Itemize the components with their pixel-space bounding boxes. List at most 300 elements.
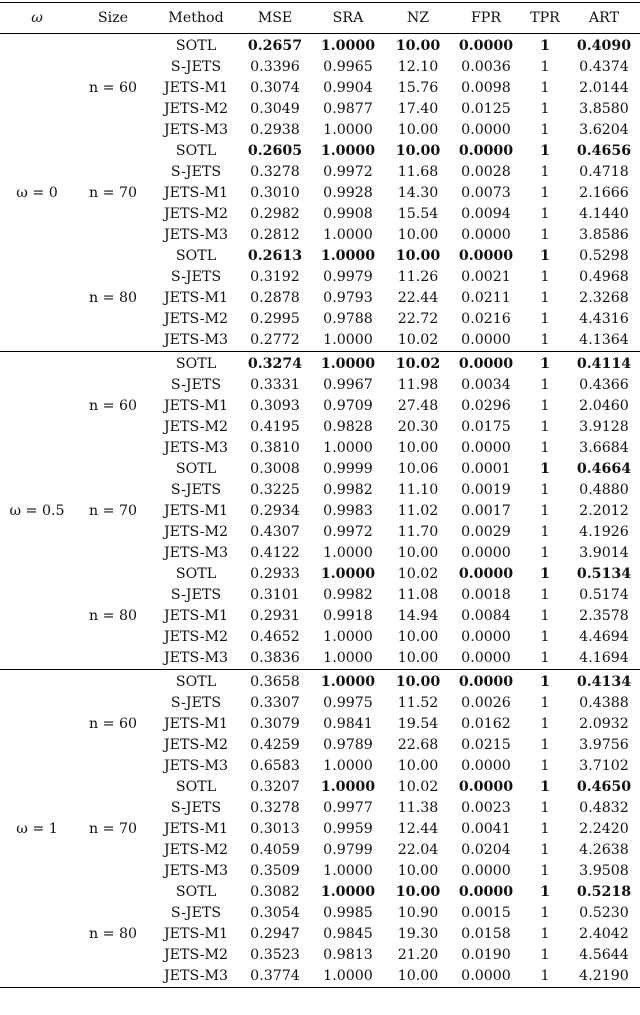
sra-cell: 0.9972 xyxy=(323,524,373,540)
art-cell: 0.4650 xyxy=(576,779,632,795)
sra-cell: 1.0000 xyxy=(320,884,376,900)
header-method: Method xyxy=(168,10,224,26)
sra-cell: 0.9972 xyxy=(323,164,373,180)
art-cell: 0.4114 xyxy=(576,356,632,372)
tpr-cell: 1 xyxy=(540,101,550,117)
art-cell: 0.4832 xyxy=(579,800,629,816)
nz-cell: 12.10 xyxy=(397,59,439,75)
tpr-cell: 1 xyxy=(540,482,550,498)
art-cell: 2.2420 xyxy=(579,821,629,837)
method-cell: JETS-M2 xyxy=(163,419,229,435)
sra-cell: 1.0000 xyxy=(323,332,373,348)
mse-cell: 0.2812 xyxy=(250,227,300,243)
sra-cell: 0.9877 xyxy=(323,101,373,117)
art-cell: 3.6204 xyxy=(579,122,629,138)
fpr-cell: 0.0000 xyxy=(458,248,514,264)
mse-cell: 0.2934 xyxy=(250,503,300,519)
fpr-cell: 0.0000 xyxy=(461,227,511,243)
tpr-cell: 1 xyxy=(540,185,550,201)
mse-cell: 0.3054 xyxy=(250,905,300,921)
art-cell: 0.4664 xyxy=(576,461,632,477)
tpr-cell: 1 xyxy=(540,884,550,900)
art-cell: 3.7102 xyxy=(579,758,629,774)
tpr-cell: 1 xyxy=(540,926,550,942)
header-fpr: FPR xyxy=(470,10,502,26)
art-cell: 4.5644 xyxy=(579,947,629,963)
nz-cell: 15.54 xyxy=(397,206,439,222)
art-cell: 3.9508 xyxy=(579,863,629,879)
art-cell: 2.0460 xyxy=(579,398,629,414)
table-header xyxy=(0,3,640,34)
tpr-cell: 1 xyxy=(540,461,550,477)
header-sra: SRA xyxy=(332,10,364,26)
method-cell: JETS-M3 xyxy=(163,968,229,984)
fpr-cell: 0.0125 xyxy=(461,101,511,117)
art-cell: 2.3578 xyxy=(579,608,629,624)
tpr-cell: 1 xyxy=(540,248,550,264)
sra-cell: 0.9982 xyxy=(323,587,373,603)
omega-block xyxy=(0,352,640,670)
mse-cell: 0.3074 xyxy=(250,80,300,96)
art-cell: 2.1666 xyxy=(579,185,629,201)
tpr-cell: 1 xyxy=(540,758,550,774)
mse-cell: 0.3836 xyxy=(250,650,300,666)
fpr-cell: 0.0211 xyxy=(461,290,511,306)
tpr-cell: 1 xyxy=(540,674,550,690)
art-cell: 0.4374 xyxy=(579,59,629,75)
sra-cell: 0.9813 xyxy=(323,947,373,963)
nz-cell: 10.00 xyxy=(397,758,439,774)
tpr-cell: 1 xyxy=(540,905,550,921)
sra-cell: 1.0000 xyxy=(320,674,376,690)
nz-cell: 11.98 xyxy=(397,377,439,393)
fpr-cell: 0.0000 xyxy=(458,674,514,690)
fpr-cell: 0.0000 xyxy=(461,650,511,666)
table-row xyxy=(0,352,640,376)
nz-cell: 19.54 xyxy=(397,716,439,732)
fpr-cell: 0.0023 xyxy=(461,800,511,816)
sra-cell: 1.0000 xyxy=(323,440,373,456)
mse-cell: 0.3278 xyxy=(250,800,300,816)
fpr-cell: 0.0204 xyxy=(461,842,511,858)
table-row xyxy=(0,882,640,903)
nz-cell: 10.00 xyxy=(395,884,441,900)
nz-cell: 11.38 xyxy=(397,800,439,816)
method-cell: SOTL xyxy=(175,248,217,264)
fpr-cell: 0.0021 xyxy=(461,269,511,285)
mse-cell: 0.3225 xyxy=(250,482,300,498)
mse-cell: 0.4259 xyxy=(250,737,300,753)
mse-cell: 0.4195 xyxy=(250,419,300,435)
method-cell: S-JETS xyxy=(170,269,222,285)
art-cell: 4.1364 xyxy=(579,332,629,348)
method-cell: JETS-M3 xyxy=(163,758,229,774)
size-label: n = 70 xyxy=(88,185,138,201)
nz-cell: 10.00 xyxy=(395,143,441,159)
fpr-cell: 0.0162 xyxy=(461,716,511,732)
tpr-cell: 1 xyxy=(540,311,550,327)
tpr-cell: 1 xyxy=(540,356,550,372)
results-table xyxy=(0,2,640,988)
fpr-cell: 0.0000 xyxy=(458,884,514,900)
nz-cell: 11.70 xyxy=(397,524,439,540)
method-cell: S-JETS xyxy=(170,695,222,711)
nz-cell: 10.90 xyxy=(397,905,439,921)
mse-cell: 0.3079 xyxy=(250,716,300,732)
table-row xyxy=(0,459,640,480)
header-tpr: TPR xyxy=(530,10,560,26)
mse-cell: 0.3093 xyxy=(250,398,300,414)
tpr-cell: 1 xyxy=(540,38,550,54)
mse-cell: 0.3010 xyxy=(250,185,300,201)
method-cell: JETS-M3 xyxy=(163,863,229,879)
art-cell: 0.5174 xyxy=(579,587,629,603)
size-label: n = 80 xyxy=(88,926,138,942)
tpr-cell: 1 xyxy=(540,800,550,816)
table-row xyxy=(0,141,640,162)
method-cell: SOTL xyxy=(175,779,217,795)
nz-cell: 10.02 xyxy=(395,356,441,372)
fpr-cell: 0.0029 xyxy=(461,524,511,540)
mse-cell: 0.4122 xyxy=(250,545,300,561)
art-cell: 4.2190 xyxy=(579,968,629,984)
fpr-cell: 0.0026 xyxy=(461,695,511,711)
method-cell: JETS-M1 xyxy=(163,821,229,837)
fpr-cell: 0.0017 xyxy=(461,503,511,519)
tpr-cell: 1 xyxy=(540,377,550,393)
mse-cell: 0.4059 xyxy=(250,842,300,858)
fpr-cell: 0.0028 xyxy=(461,164,511,180)
nz-cell: 10.02 xyxy=(397,332,439,348)
method-cell: JETS-M3 xyxy=(163,545,229,561)
tpr-cell: 1 xyxy=(540,227,550,243)
sra-cell: 1.0000 xyxy=(323,122,373,138)
fpr-cell: 0.0000 xyxy=(461,122,511,138)
mse-cell: 0.3523 xyxy=(250,947,300,963)
tpr-cell: 1 xyxy=(540,59,550,75)
size-label: n = 80 xyxy=(88,290,138,306)
fpr-cell: 0.0073 xyxy=(461,185,511,201)
mse-cell: 0.3774 xyxy=(250,968,300,984)
method-cell: S-JETS xyxy=(170,482,222,498)
sra-cell: 1.0000 xyxy=(320,356,376,372)
art-cell: 0.4134 xyxy=(576,674,632,690)
fpr-cell: 0.0000 xyxy=(458,566,514,582)
art-cell: 0.4388 xyxy=(579,695,629,711)
sra-cell: 1.0000 xyxy=(323,629,373,645)
tpr-cell: 1 xyxy=(540,716,550,732)
fpr-cell: 0.0000 xyxy=(461,863,511,879)
art-cell: 2.0144 xyxy=(579,80,629,96)
table-row xyxy=(0,564,640,585)
fpr-cell: 0.0296 xyxy=(461,398,511,414)
mse-cell: 0.3307 xyxy=(250,695,300,711)
art-cell: 0.4880 xyxy=(579,482,629,498)
header-size: Size xyxy=(97,10,129,26)
method-cell: JETS-M2 xyxy=(163,524,229,540)
omega-label: ω = 0 xyxy=(16,185,58,201)
nz-cell: 10.00 xyxy=(395,248,441,264)
art-cell: 3.6684 xyxy=(579,440,629,456)
art-cell: 3.9756 xyxy=(579,737,629,753)
method-cell: SOTL xyxy=(175,884,217,900)
size-label: n = 70 xyxy=(88,821,138,837)
fpr-cell: 0.0034 xyxy=(461,377,511,393)
nz-cell: 10.00 xyxy=(397,122,439,138)
nz-cell: 27.48 xyxy=(397,398,439,414)
mse-cell: 0.2613 xyxy=(247,248,303,264)
mse-cell: 0.4307 xyxy=(250,524,300,540)
method-cell: S-JETS xyxy=(170,800,222,816)
size-label: n = 60 xyxy=(88,80,138,96)
tpr-cell: 1 xyxy=(540,122,550,138)
fpr-cell: 0.0000 xyxy=(461,332,511,348)
method-cell: JETS-M2 xyxy=(163,842,229,858)
sra-cell: 0.9983 xyxy=(323,503,373,519)
table-row xyxy=(0,34,640,58)
sra-cell: 1.0000 xyxy=(323,545,373,561)
mse-cell: 0.3658 xyxy=(250,674,300,690)
tpr-cell: 1 xyxy=(540,398,550,414)
fpr-cell: 0.0018 xyxy=(461,587,511,603)
tpr-cell: 1 xyxy=(540,695,550,711)
fpr-cell: 0.0000 xyxy=(461,629,511,645)
sra-cell: 0.9977 xyxy=(323,800,373,816)
tpr-cell: 1 xyxy=(540,332,550,348)
header-nz: NZ xyxy=(406,10,430,26)
nz-cell: 11.68 xyxy=(397,164,439,180)
sra-cell: 0.9904 xyxy=(323,80,373,96)
sra-cell: 1.0000 xyxy=(320,143,376,159)
fpr-cell: 0.0084 xyxy=(461,608,511,624)
nz-cell: 10.00 xyxy=(395,38,441,54)
method-cell: JETS-M3 xyxy=(163,650,229,666)
nz-cell: 14.30 xyxy=(397,185,439,201)
tpr-cell: 1 xyxy=(540,842,550,858)
method-cell: S-JETS xyxy=(170,164,222,180)
method-cell: SOTL xyxy=(175,143,217,159)
fpr-cell: 0.0094 xyxy=(461,206,511,222)
tpr-cell: 1 xyxy=(540,629,550,645)
method-cell: JETS-M2 xyxy=(163,629,229,645)
omega-block xyxy=(0,34,640,352)
fpr-cell: 0.0000 xyxy=(461,440,511,456)
fpr-cell: 0.0041 xyxy=(461,821,511,837)
nz-cell: 22.72 xyxy=(397,311,439,327)
tpr-cell: 1 xyxy=(540,269,550,285)
fpr-cell: 0.0216 xyxy=(461,311,511,327)
fpr-cell: 0.0000 xyxy=(461,758,511,774)
nz-cell: 22.68 xyxy=(397,737,439,753)
nz-cell: 14.94 xyxy=(397,608,439,624)
sra-cell: 0.9979 xyxy=(323,269,373,285)
sra-cell: 0.9999 xyxy=(323,461,373,477)
method-cell: JETS-M3 xyxy=(163,332,229,348)
method-cell: JETS-M3 xyxy=(163,122,229,138)
method-cell: SOTL xyxy=(175,38,217,54)
mse-cell: 0.3192 xyxy=(250,269,300,285)
tpr-cell: 1 xyxy=(540,650,550,666)
method-cell: JETS-M1 xyxy=(163,716,229,732)
mse-cell: 0.3278 xyxy=(250,164,300,180)
art-cell: 3.9014 xyxy=(579,545,629,561)
sra-cell: 0.9967 xyxy=(323,377,373,393)
mse-cell: 0.3101 xyxy=(250,587,300,603)
method-cell: JETS-M2 xyxy=(163,206,229,222)
nz-cell: 10.00 xyxy=(397,545,439,561)
sra-cell: 0.9975 xyxy=(323,695,373,711)
sra-cell: 0.9985 xyxy=(323,905,373,921)
sra-cell: 0.9982 xyxy=(323,482,373,498)
mse-cell: 0.3810 xyxy=(250,440,300,456)
fpr-cell: 0.0215 xyxy=(461,737,511,753)
art-cell: 4.1926 xyxy=(579,524,629,540)
method-cell: JETS-M2 xyxy=(163,947,229,963)
mse-cell: 0.3013 xyxy=(250,821,300,837)
method-cell: JETS-M1 xyxy=(163,185,229,201)
tpr-cell: 1 xyxy=(540,440,550,456)
mse-cell: 0.2995 xyxy=(250,311,300,327)
nz-cell: 19.30 xyxy=(397,926,439,942)
sra-cell: 0.9845 xyxy=(323,926,373,942)
fpr-cell: 0.0000 xyxy=(461,968,511,984)
nz-cell: 21.20 xyxy=(397,947,439,963)
sra-cell: 0.9799 xyxy=(323,842,373,858)
method-cell: JETS-M2 xyxy=(163,311,229,327)
sra-cell: 1.0000 xyxy=(323,863,373,879)
art-cell: 4.1694 xyxy=(579,650,629,666)
mse-cell: 0.3049 xyxy=(250,101,300,117)
size-label: n = 80 xyxy=(88,608,138,624)
sra-cell: 0.9788 xyxy=(323,311,373,327)
tpr-cell: 1 xyxy=(540,968,550,984)
tpr-cell: 1 xyxy=(540,587,550,603)
sra-cell: 0.9959 xyxy=(323,821,373,837)
method-cell: JETS-M3 xyxy=(163,440,229,456)
method-cell: JETS-M1 xyxy=(163,503,229,519)
mse-cell: 0.4652 xyxy=(250,629,300,645)
mse-cell: 0.3331 xyxy=(250,377,300,393)
method-cell: SOTL xyxy=(175,461,217,477)
method-cell: JETS-M2 xyxy=(163,101,229,117)
tpr-cell: 1 xyxy=(540,545,550,561)
art-cell: 3.8586 xyxy=(579,227,629,243)
omega-label: ω = 0.5 xyxy=(9,503,65,519)
art-cell: 3.8580 xyxy=(579,101,629,117)
mse-cell: 0.2947 xyxy=(250,926,300,942)
omega-label: ω = 1 xyxy=(16,821,58,837)
sra-cell: 0.9928 xyxy=(323,185,373,201)
art-cell: 2.0932 xyxy=(579,716,629,732)
nz-cell: 22.44 xyxy=(397,290,439,306)
mse-cell: 0.3207 xyxy=(250,779,300,795)
art-cell: 4.4316 xyxy=(579,311,629,327)
sra-cell: 1.0000 xyxy=(323,968,373,984)
fpr-cell: 0.0098 xyxy=(461,80,511,96)
art-cell: 4.4694 xyxy=(579,629,629,645)
size-label: n = 60 xyxy=(88,398,138,414)
sra-cell: 0.9828 xyxy=(323,419,373,435)
nz-cell: 11.52 xyxy=(397,695,439,711)
mse-cell: 0.3274 xyxy=(247,356,303,372)
art-cell: 3.9128 xyxy=(579,419,629,435)
fpr-cell: 0.0000 xyxy=(458,38,514,54)
method-cell: JETS-M1 xyxy=(163,608,229,624)
tpr-cell: 1 xyxy=(540,206,550,222)
mse-cell: 0.2657 xyxy=(247,38,303,54)
table-row xyxy=(0,670,640,694)
sra-cell: 1.0000 xyxy=(323,758,373,774)
art-cell: 0.5298 xyxy=(579,248,629,264)
sra-cell: 1.0000 xyxy=(320,38,376,54)
mse-cell: 0.2982 xyxy=(250,206,300,222)
nz-cell: 10.02 xyxy=(397,779,439,795)
nz-cell: 11.26 xyxy=(397,269,439,285)
tpr-cell: 1 xyxy=(540,290,550,306)
nz-cell: 17.40 xyxy=(397,101,439,117)
tpr-cell: 1 xyxy=(540,608,550,624)
tpr-cell: 1 xyxy=(540,821,550,837)
art-cell: 4.2638 xyxy=(579,842,629,858)
fpr-cell: 0.0001 xyxy=(461,461,511,477)
sra-cell: 1.0000 xyxy=(323,227,373,243)
table-row xyxy=(0,777,640,798)
nz-cell: 22.04 xyxy=(397,842,439,858)
method-cell: JETS-M1 xyxy=(163,80,229,96)
tpr-cell: 1 xyxy=(540,503,550,519)
tpr-cell: 1 xyxy=(540,80,550,96)
nz-cell: 12.44 xyxy=(397,821,439,837)
method-cell: SOTL xyxy=(175,674,217,690)
sra-cell: 0.9841 xyxy=(323,716,373,732)
art-cell: 0.4718 xyxy=(579,164,629,180)
header-mse: MSE xyxy=(257,10,293,26)
size-label: n = 60 xyxy=(88,716,138,732)
mse-cell: 0.2772 xyxy=(250,332,300,348)
sra-cell: 1.0000 xyxy=(323,650,373,666)
tpr-cell: 1 xyxy=(540,419,550,435)
sra-cell: 1.0000 xyxy=(320,248,376,264)
art-cell: 0.4968 xyxy=(579,269,629,285)
art-cell: 2.3268 xyxy=(579,290,629,306)
fpr-cell: 0.0019 xyxy=(461,482,511,498)
fpr-cell: 0.0000 xyxy=(461,545,511,561)
art-cell: 2.4042 xyxy=(579,926,629,942)
nz-cell: 11.08 xyxy=(397,587,439,603)
sra-cell: 1.0000 xyxy=(320,779,376,795)
header-omega: ω xyxy=(31,10,43,26)
sra-cell: 0.9965 xyxy=(323,59,373,75)
nz-cell: 10.00 xyxy=(395,674,441,690)
method-cell: S-JETS xyxy=(170,587,222,603)
tpr-cell: 1 xyxy=(540,143,550,159)
fpr-cell: 0.0000 xyxy=(458,779,514,795)
fpr-cell: 0.0190 xyxy=(461,947,511,963)
tpr-cell: 1 xyxy=(540,737,550,753)
method-cell: JETS-M2 xyxy=(163,737,229,753)
tpr-cell: 1 xyxy=(540,524,550,540)
mse-cell: 0.3509 xyxy=(250,863,300,879)
header-art: ART xyxy=(588,10,620,26)
method-cell: S-JETS xyxy=(170,905,222,921)
nz-cell: 10.00 xyxy=(397,629,439,645)
method-cell: JETS-M1 xyxy=(163,290,229,306)
method-cell: JETS-M3 xyxy=(163,227,229,243)
method-cell: S-JETS xyxy=(170,59,222,75)
art-cell: 2.2012 xyxy=(579,503,629,519)
tpr-cell: 1 xyxy=(540,566,550,582)
nz-cell: 10.00 xyxy=(397,440,439,456)
